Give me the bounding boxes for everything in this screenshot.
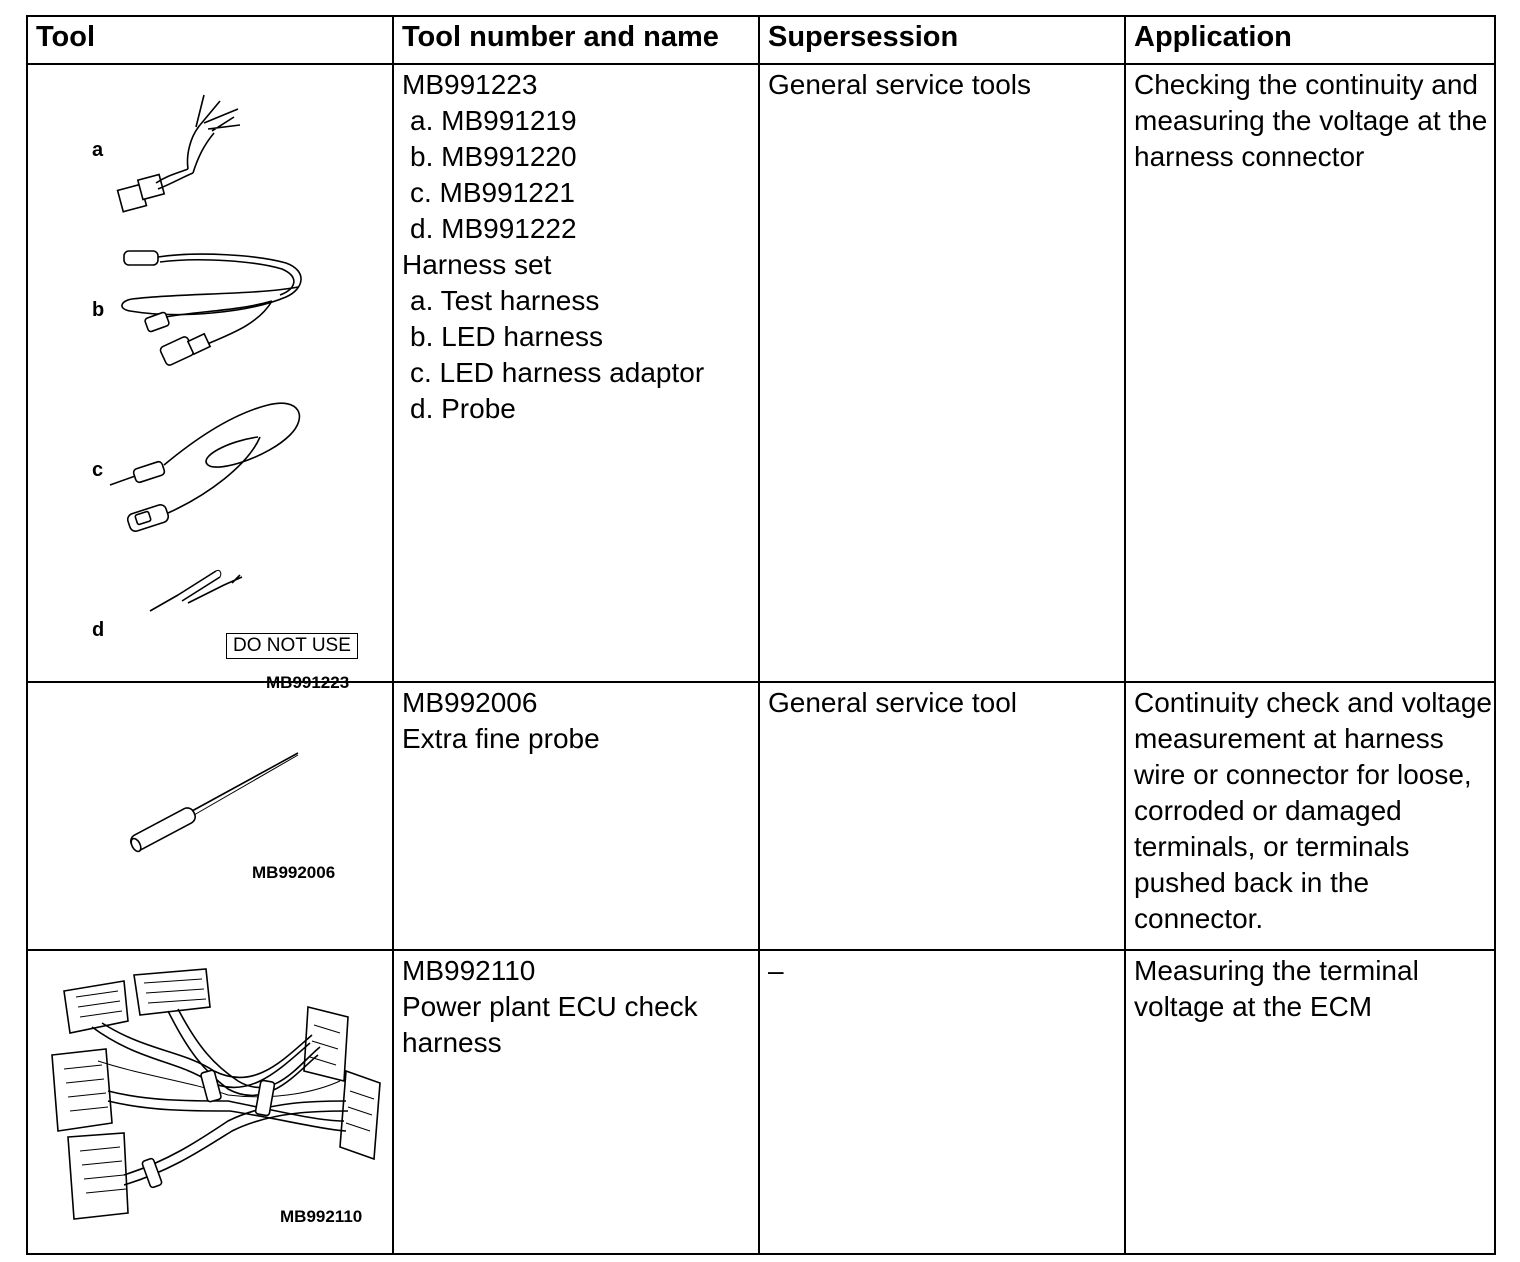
header-tool-number-name: Tool number and name [393, 16, 759, 64]
tool-subitem: a. Test harness [410, 285, 600, 316]
tool-subitem: a. MB991219 [410, 105, 577, 136]
ecu-check-harness-illustration [28, 951, 394, 1251]
do-not-use-warning: DO NOT USE [226, 633, 358, 659]
header-application: Application [1125, 16, 1495, 64]
tool-illustration-cell [27, 682, 393, 950]
tool-name: harness [402, 1027, 502, 1058]
illustration-label-b: b [92, 299, 105, 321]
supersession-cell: – [759, 950, 1125, 1254]
tool-subitem: d. MB991222 [410, 213, 577, 244]
application-cell: Measuring the terminal voltage at the ECM [1125, 950, 1495, 1254]
illustration-caption: MB992006 [252, 863, 336, 882]
special-tools-table [26, 15, 1496, 1255]
supersession-cell: General service tool [759, 682, 1125, 950]
led-harness-drawing [122, 251, 301, 366]
tool-name: Power plant ECU check [402, 991, 698, 1022]
header-tool: Tool [27, 16, 393, 64]
tool-subitem: b. MB991220 [410, 141, 577, 172]
fine-probe-illustration [28, 683, 394, 947]
tool-number: MB992110 [402, 955, 536, 986]
tool-illustration-cell [27, 950, 393, 1254]
harness-set-illustration [28, 65, 394, 679]
application-cell: Checking the continuity and measuring the voltage at the harness connector [1125, 64, 1495, 682]
application-cell: Continuity check and voltage measurement at harness wire or connector for loose, corroded or damaged terminals, or terminals pushed back in the connector. [1125, 682, 1495, 950]
illustration-label-c: c [92, 459, 104, 481]
tool-number-name-cell [393, 682, 759, 950]
header-supersession: Supersession [759, 16, 1125, 64]
illustration-label-d: d [92, 619, 105, 641]
tool-number: MB992006 [402, 687, 538, 718]
table-row [27, 64, 1495, 682]
header-row [27, 16, 1495, 64]
tool-name: Harness set [402, 249, 552, 280]
illustration-caption: MB991223 [266, 673, 350, 692]
tool-subitem: c. LED harness adaptor [410, 357, 705, 388]
probe-drawing [150, 570, 242, 611]
tool-subitem: c. MB991221 [410, 177, 575, 208]
led-adaptor-drawing [110, 403, 299, 533]
tool-subitem: b. LED harness [410, 321, 603, 352]
illustration-label-a: a [92, 139, 104, 161]
table-row [27, 682, 1495, 950]
test-harness-drawing [118, 95, 240, 212]
tool-number-name-cell [393, 64, 759, 682]
illustration-caption: MB992110 [280, 1207, 363, 1226]
tool-illustration-cell [27, 64, 393, 692]
supersession-cell: General service tools [759, 64, 1125, 682]
tool-number-name-cell [393, 950, 759, 1254]
table-row [27, 950, 1495, 1254]
tool-subitem: d. Probe [410, 393, 516, 424]
tool-name: Extra fine probe [402, 723, 600, 754]
tool-number: MB991223 [402, 69, 538, 100]
